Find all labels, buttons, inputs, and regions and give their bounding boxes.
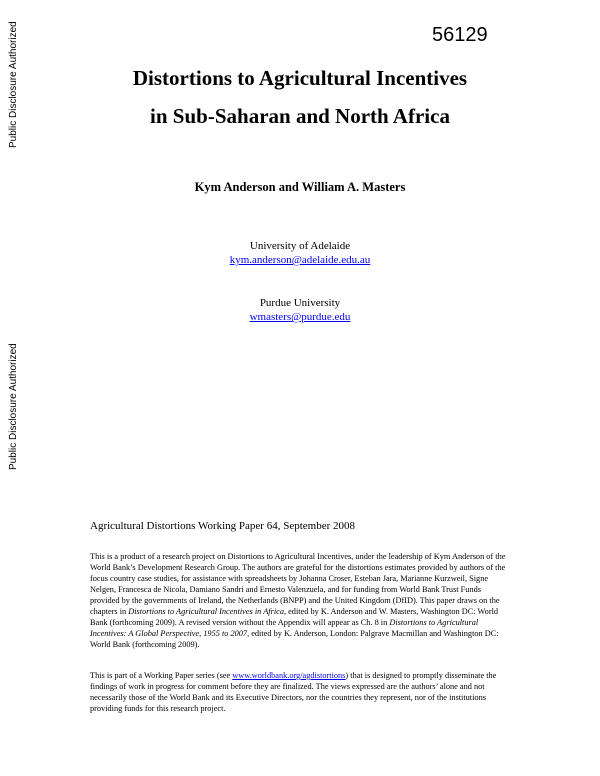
para1-text-a: This is a product of a research project on Distortions to Agricultural Incentives, under the leadership of Kym Anderson of the World Bank’s Development Research Group. The authors are grateful for the distortions estimates provided by authors of the focus country case studies, for assistance with spreadsheets by Johanna Croser, Esteban Jara, Marianne Kurzweil, Signe Nelgen, Francesca de Nicola, Damiano Sandri and Ernesto Valenzuela, and for funding from World Bank Trust Funds provided by the governments of Ireland, the Netherlands (BNPP) and the United Kingdom (DfID). This paper draws on the chapters in	[90, 552, 506, 616]
title-line-2: in Sub-Saharan and North Africa	[150, 104, 450, 128]
para2-text-a: This is part of a Working Paper series (see	[90, 671, 233, 680]
acknowledgement-paragraph	[90, 551, 510, 650]
title-line-1: Distortions to Agricultural Incentives	[132, 66, 468, 90]
affiliation-name: University of Adelaide	[249, 240, 351, 252]
para1-book-title-2: Distortions to Agricultural Incentives: A Global Perspective, 1955 to 2007	[90, 618, 479, 638]
para1-book-title-1: Distortions to Agricultural Incentives in Africa	[128, 607, 284, 616]
para1-text-c: , edited by K. Anderson and W. Masters, Washington DC: World Bank (forthcoming 2009). A revised version without the Appendix will appear as Ch. 8 in	[90, 607, 499, 627]
series-link[interactable]: www.worldbank.org/agdistortions	[232, 671, 346, 680]
working-paper-line: Agricultural Distortions Working Paper 64, September 2008	[90, 520, 356, 532]
authors: Kym Anderson and William A. Masters	[194, 180, 406, 194]
disclosure-label-top: Public Disclosure Authorized	[8, 21, 19, 148]
series-paragraph	[90, 670, 510, 714]
disclosure-label-bottom: Public Disclosure Authorized	[8, 343, 19, 470]
affiliation-name: Purdue University	[259, 297, 341, 309]
email-link-anderson[interactable]: kym.anderson@adelaide.edu.au	[229, 254, 371, 266]
para1-text-e: , edited by K. Anderson, London: Palgrave Macmillan and Washington DC: World Bank (forthcoming 2009).	[90, 629, 499, 649]
affiliation-purdue	[0, 296, 600, 324]
affiliation-adelaide	[0, 239, 600, 267]
para2-text-b: ) that is designed to promptly disseminate the findings of work in progress for comment before they are finalized. The views expressed are the authors’ alone and not necessarily those of the World Bank and its Executive Directors, nor the countries they represent, nor of the institutions providing funds for this research project.	[90, 671, 497, 713]
email-link-masters[interactable]: wmasters@purdue.edu	[249, 311, 351, 323]
document-number: 56129	[432, 24, 488, 46]
